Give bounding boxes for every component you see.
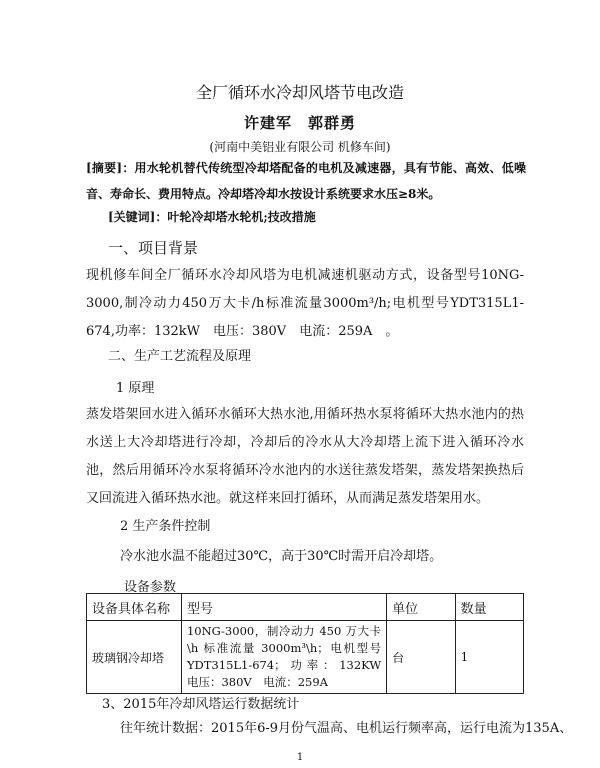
- section-paragraph-background: 现机修车间全厂循环水冷却风塔为电机减速机驱动方式，设备型号10NG-3000,制冷动力450万大卡/h标准流量3000m³/h;电机型号YDT315L1-674,功率：132kW 电压：380V 电流：259A 。: [86, 268, 524, 339]
- equipment-table: [86, 593, 524, 694]
- table-cell-qty: 1: [455, 621, 523, 694]
- table-header-cell: 设备具体名称: [87, 594, 182, 621]
- subsection-heading-control: 2 生产条件控制: [120, 519, 211, 534]
- subsection-heading-principle: 1 原理: [116, 381, 155, 396]
- section-paragraph-statistics: 往年统计数据：2015年6-9月份气温高、电机运行频率高，运行电流为135A、: [120, 721, 573, 736]
- subsection-paragraph-control: 冷水池水温不能超过30℃，高于30℃时需开启冷却塔。: [120, 549, 443, 564]
- page-number: 1: [296, 752, 304, 763]
- table-header-cell: 型号: [181, 594, 386, 621]
- table-cell-model: 10NG-3000，制冷动力 450 万大卡\h 标准流量 3000m³\h；电机型号 YDT315L1-674；功率：132KW 电压：380V 电流：259A: [181, 621, 386, 694]
- table-header-cell: 单位: [387, 594, 455, 621]
- affiliation: (河南中美铝业有限公司 机修车间): [209, 140, 391, 154]
- table-cell-name: 玻璃钢冷却塔: [87, 621, 182, 694]
- table-caption: 设备参数: [124, 580, 177, 595]
- keywords: [关键词]：叶轮冷却塔水轮机;技改措施: [108, 210, 316, 224]
- paper-title: 全厂循环水冷却风塔节电改造: [195, 83, 404, 102]
- table-row: [87, 621, 524, 694]
- table-header-row: [87, 594, 524, 621]
- authors: 许建军 郭群勇: [243, 114, 356, 132]
- abstract: [摘要]：用水轮机替代传统型冷却塔配备的电机及减速器，具有节能、高效、低噪音、寿命长、费用特点。冷却塔冷却水按设计系统要求水压≥8米。: [86, 161, 526, 201]
- subsection-paragraph-principle: 蒸发塔架回水进入循环水循环大热水池,用循环热水泵将循环大热水池内的热水送上大冷却塔进行冷却，冷却后的冷水从大冷却塔上流下进入循环冷水池，然后用循环冷水泵将循环冷水池内的水送往蒸发塔架，蒸发塔架换热后又回流进入循环热水池。就这样来回打循环，从而满足蒸发塔架用水。: [86, 407, 524, 506]
- table-cell-unit: 台: [387, 621, 455, 694]
- section-heading-process: 二、生产工艺流程及原理: [108, 349, 252, 364]
- section-heading-background: 一、项目背景: [108, 239, 199, 257]
- table-header-cell: 数量: [455, 594, 523, 621]
- section-heading-statistics: 3、2015年冷却风塔运行数据统计: [102, 697, 300, 712]
